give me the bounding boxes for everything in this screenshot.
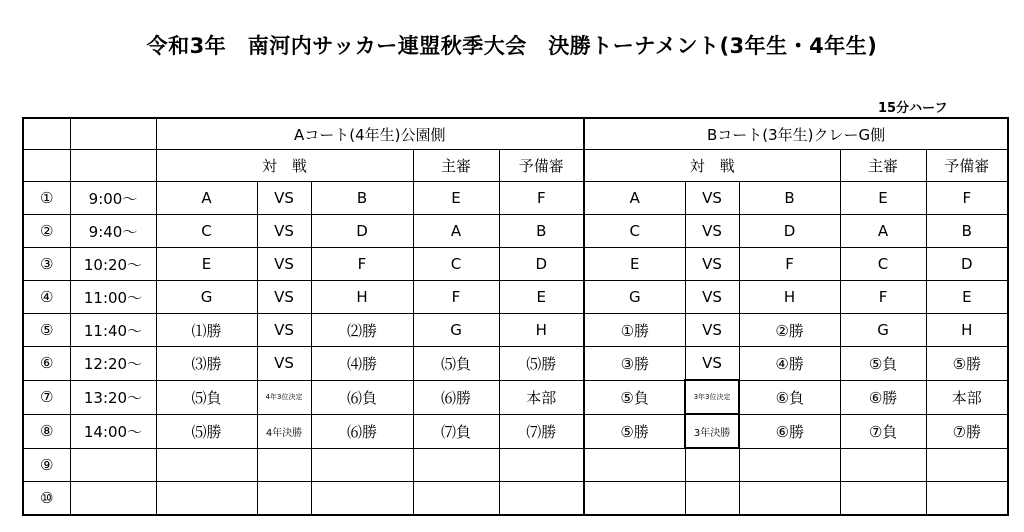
court-b-vs-cell: VS xyxy=(685,281,739,314)
court-a-vs-cell: 4年決勝 xyxy=(257,414,311,448)
schedule-row xyxy=(23,347,1008,381)
court-b-referee-cell: E xyxy=(840,182,926,215)
court-b-reserve-cell: ⑤勝 xyxy=(926,347,1008,381)
court-a-title: Aコート(4年生)公園側 xyxy=(156,118,584,150)
time-cell: 10:20～ xyxy=(70,248,156,281)
court-b-team1-cell: E xyxy=(584,248,685,281)
court-b-team2-cell: ⑥勝 xyxy=(739,414,840,448)
match-number-cell: ③ xyxy=(23,248,70,281)
court-a-reserve-cell: ⑺勝 xyxy=(499,414,584,448)
court-b-reserve-cell: E xyxy=(926,281,1008,314)
court-a-referee-cell xyxy=(413,482,499,516)
time-cell xyxy=(70,448,156,482)
court-b-reserve-cell: 本部 xyxy=(926,380,1008,414)
court-b-vs-cell: VS xyxy=(685,215,739,248)
court-b-title: Bコート(3年生)クレーG側 xyxy=(584,118,1008,150)
court-b-vs-cell: 3年決勝 xyxy=(685,414,739,448)
court-b-vs-cell: VS xyxy=(685,248,739,281)
court-b-team1-cell xyxy=(584,448,685,482)
corner-cell xyxy=(23,118,70,150)
court-a-team1-cell: ⑶勝 xyxy=(156,347,257,381)
match-number-cell: ⑨ xyxy=(23,448,70,482)
schedule-row xyxy=(23,380,1008,414)
schedule-row xyxy=(23,248,1008,281)
court-b-referee-cell: C xyxy=(840,248,926,281)
court-b-referee-cell: G xyxy=(840,314,926,347)
court-a-team2-cell: ⑵勝 xyxy=(311,314,413,347)
court-a-match-header: 対 戦 xyxy=(156,150,413,182)
time-cell: 9:00～ xyxy=(70,182,156,215)
half-length-note: 15分ハーフ xyxy=(878,101,948,116)
court-a-reserve-cell: B xyxy=(499,215,584,248)
court-b-referee-cell: A xyxy=(840,215,926,248)
court-b-referee-cell xyxy=(840,482,926,516)
court-b-team2-cell xyxy=(739,448,840,482)
time-cell: 9:40～ xyxy=(70,215,156,248)
schedule-row xyxy=(23,482,1008,516)
court-b-referee-cell: ⑦負 xyxy=(840,414,926,448)
court-a-reserve-cell xyxy=(499,482,584,516)
court-b-team1-cell: ①勝 xyxy=(584,314,685,347)
court-b-team1-cell: ③勝 xyxy=(584,347,685,381)
court-a-referee-cell: A xyxy=(413,215,499,248)
court-a-reserve-cell: ⑸勝 xyxy=(499,347,584,381)
court-a-team2-cell: ⑷勝 xyxy=(311,347,413,381)
court-a-reserve-cell: H xyxy=(499,314,584,347)
match-number-cell: ② xyxy=(23,215,70,248)
court-a-team1-cell: E xyxy=(156,248,257,281)
court-b-team1-cell: A xyxy=(584,182,685,215)
court-b-match-header: 対 戦 xyxy=(584,150,840,182)
court-b-referee-cell: F xyxy=(840,281,926,314)
schedule-row xyxy=(23,182,1008,215)
court-a-referee-cell: E xyxy=(413,182,499,215)
court-a-team2-cell: B xyxy=(311,182,413,215)
court-b-vs-cell xyxy=(685,482,739,516)
match-number-cell: ⑤ xyxy=(23,314,70,347)
court-a-team2-cell: H xyxy=(311,281,413,314)
court-a-referee-cell: ⑺負 xyxy=(413,414,499,448)
court-b-referee-cell: ⑥勝 xyxy=(840,380,926,414)
court-b-team2-cell: ②勝 xyxy=(739,314,840,347)
court-a-reserve-header: 予備審 xyxy=(499,150,584,182)
schedule-row xyxy=(23,414,1008,448)
court-a-vs-cell: VS xyxy=(257,281,311,314)
court-a-referee-cell: G xyxy=(413,314,499,347)
court-a-vs-cell: VS xyxy=(257,182,311,215)
time-cell: 11:00～ xyxy=(70,281,156,314)
court-b-team2-cell xyxy=(739,482,840,516)
court-b-team1-cell: C xyxy=(584,215,685,248)
court-a-reserve-cell: E xyxy=(499,281,584,314)
court-a-team2-cell: F xyxy=(311,248,413,281)
schedule-table xyxy=(22,117,1009,516)
match-number-cell: ⑦ xyxy=(23,380,70,414)
time-header-cell xyxy=(70,118,156,150)
schedule-row xyxy=(23,448,1008,482)
court-b-team2-cell: ⑥負 xyxy=(739,380,840,414)
court-a-referee-cell: ⑸負 xyxy=(413,347,499,381)
time-cell: 13:20～ xyxy=(70,380,156,414)
court-a-team1-cell xyxy=(156,448,257,482)
time-header-cell xyxy=(70,150,156,182)
court-a-reserve-cell: F xyxy=(499,182,584,215)
court-a-vs-cell: VS xyxy=(257,314,311,347)
court-a-team2-cell: ⑹負 xyxy=(311,380,413,414)
schedule-row xyxy=(23,215,1008,248)
court-a-referee-cell xyxy=(413,448,499,482)
court-b-reserve-header: 予備審 xyxy=(926,150,1008,182)
court-a-vs-cell: VS xyxy=(257,215,311,248)
court-a-team1-cell: G xyxy=(156,281,257,314)
court-a-referee-cell: C xyxy=(413,248,499,281)
court-a-team1-cell: ⑸勝 xyxy=(156,414,257,448)
court-b-reserve-cell xyxy=(926,482,1008,516)
court-a-team1-cell xyxy=(156,482,257,516)
schedule-row xyxy=(23,281,1008,314)
court-a-vs-cell: VS xyxy=(257,248,311,281)
court-a-team1-cell: ⑴勝 xyxy=(156,314,257,347)
court-a-team1-cell: A xyxy=(156,182,257,215)
court-a-reserve-cell: 本部 xyxy=(499,380,584,414)
court-b-reserve-cell: H xyxy=(926,314,1008,347)
court-b-vs-cell xyxy=(685,448,739,482)
schedule-row xyxy=(23,314,1008,347)
time-cell: 14:00～ xyxy=(70,414,156,448)
court-b-team2-cell: B xyxy=(739,182,840,215)
court-b-reserve-cell xyxy=(926,448,1008,482)
court-a-vs-cell xyxy=(257,448,311,482)
court-a-vs-cell xyxy=(257,482,311,516)
court-a-referee-cell: F xyxy=(413,281,499,314)
court-b-reserve-cell: F xyxy=(926,182,1008,215)
column-header-row xyxy=(23,150,1008,182)
court-a-vs-cell: VS xyxy=(257,347,311,381)
time-cell: 12:20～ xyxy=(70,347,156,381)
match-number-cell: ⑩ xyxy=(23,482,70,516)
court-b-team1-cell: ⑤勝 xyxy=(584,414,685,448)
match-number-cell: ⑥ xyxy=(23,347,70,381)
corner-cell xyxy=(23,150,70,182)
court-b-team2-cell: D xyxy=(739,215,840,248)
court-a-reserve-cell: D xyxy=(499,248,584,281)
court-b-referee-cell: ⑤負 xyxy=(840,347,926,381)
court-b-referee-header: 主審 xyxy=(840,150,926,182)
court-b-team2-cell: ④勝 xyxy=(739,347,840,381)
court-a-team2-cell xyxy=(311,448,413,482)
time-cell xyxy=(70,482,156,516)
court-header-row xyxy=(23,118,1008,150)
court-a-team2-cell xyxy=(311,482,413,516)
court-b-team1-cell xyxy=(584,482,685,516)
court-a-referee-cell: ⑹勝 xyxy=(413,380,499,414)
page-title: 令和3年 南河内サッカー連盟秋季大会 決勝トーナメント(3年生・4年生) xyxy=(146,34,878,58)
court-b-referee-cell xyxy=(840,448,926,482)
court-b-vs-cell: VS xyxy=(685,314,739,347)
court-a-reserve-cell xyxy=(499,448,584,482)
court-b-team2-cell: H xyxy=(739,281,840,314)
court-a-team2-cell: D xyxy=(311,215,413,248)
court-a-team1-cell: ⑸負 xyxy=(156,380,257,414)
court-a-referee-header: 主審 xyxy=(413,150,499,182)
court-b-reserve-cell: ⑦勝 xyxy=(926,414,1008,448)
court-b-vs-cell: VS xyxy=(685,347,739,381)
court-b-vs-cell: 3年3位決定 xyxy=(685,380,739,414)
court-b-reserve-cell: D xyxy=(926,248,1008,281)
match-number-cell: ④ xyxy=(23,281,70,314)
match-number-cell: ① xyxy=(23,182,70,215)
court-b-team1-cell: G xyxy=(584,281,685,314)
time-cell: 11:40～ xyxy=(70,314,156,347)
court-b-reserve-cell: B xyxy=(926,215,1008,248)
court-b-team1-cell: ⑤負 xyxy=(584,380,685,414)
court-b-team2-cell: F xyxy=(739,248,840,281)
court-a-vs-cell: 4年3位決定 xyxy=(257,380,311,414)
match-number-cell: ⑧ xyxy=(23,414,70,448)
court-a-team1-cell: C xyxy=(156,215,257,248)
court-a-team2-cell: ⑹勝 xyxy=(311,414,413,448)
court-b-vs-cell: VS xyxy=(685,182,739,215)
